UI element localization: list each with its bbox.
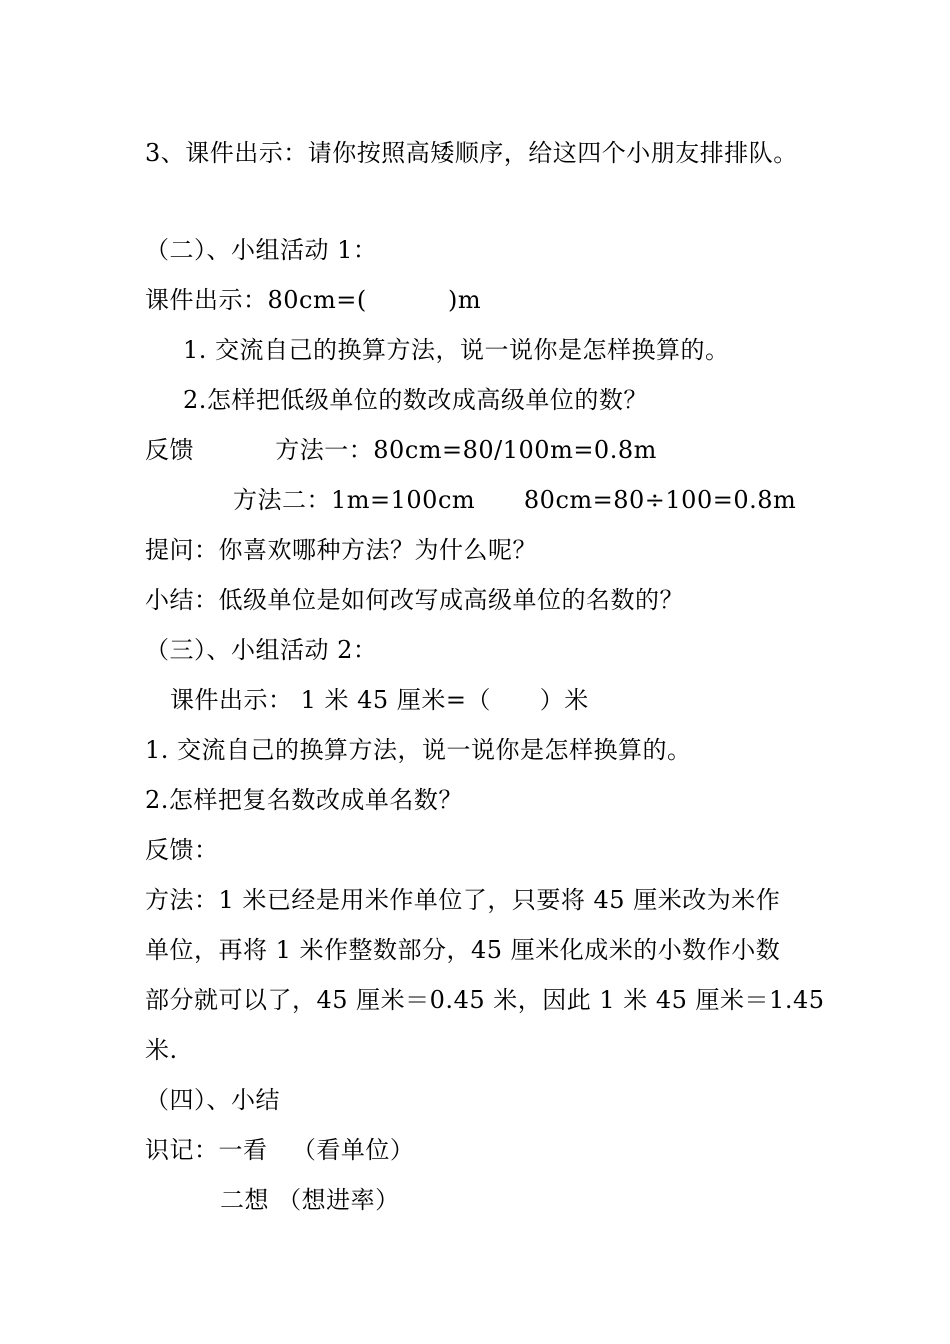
text-line: 提问：你喜欢哪种方法？为什么呢？ (145, 536, 537, 564)
section-heading: （四）、小结 (145, 1086, 280, 1114)
text-line: 部分就可以了，45 厘米＝0.45 米，因此 1 米 45 厘米＝1.45 (145, 986, 825, 1014)
text-line: 2.怎样把复名数改成单名数？ (145, 786, 463, 814)
section-heading: （二）、小组活动 1： (145, 236, 378, 264)
text-line: 1. 交流自己的换算方法，说一说你是怎样换算的。 (145, 736, 692, 764)
text-line: 反馈： (145, 836, 219, 864)
text-line: 3、课件出示：请你按照高矮顺序，给这四个小朋友排排队。 (145, 139, 798, 167)
text-line: 课件出示： 1 米 45 厘米=（ ）米 (170, 686, 589, 714)
text-line: 方法二：1m=100cm 80cm=80÷100=0.8m (233, 486, 797, 514)
text-line: 单位，再将 1 米作整数部分，45 厘米化成米的小数作小数 (145, 936, 781, 964)
text-line: 2.怎样把低级单位的数改成高级单位的数？ (183, 386, 648, 414)
text-line: 小结：低级单位是如何改写成高级单位的名数的？ (145, 586, 684, 614)
section-heading: （三）、小组活动 2： (145, 636, 378, 664)
text-line: 米. (145, 1036, 178, 1064)
text-line: 课件出示：80cm=( )m (145, 286, 482, 314)
text-line: 方法：1 米已经是用米作单位了，只要将 45 厘米改为米作 (145, 886, 781, 914)
text-line: 识记：一看 （看单位） (145, 1136, 415, 1164)
text-line: 反馈 方法一：80cm=80/100m=0.8m (145, 436, 657, 464)
text-line: 二想 （想进率） (220, 1186, 400, 1214)
text-line: 1. 交流自己的换算方法，说一说你是怎样换算的。 (183, 336, 730, 364)
